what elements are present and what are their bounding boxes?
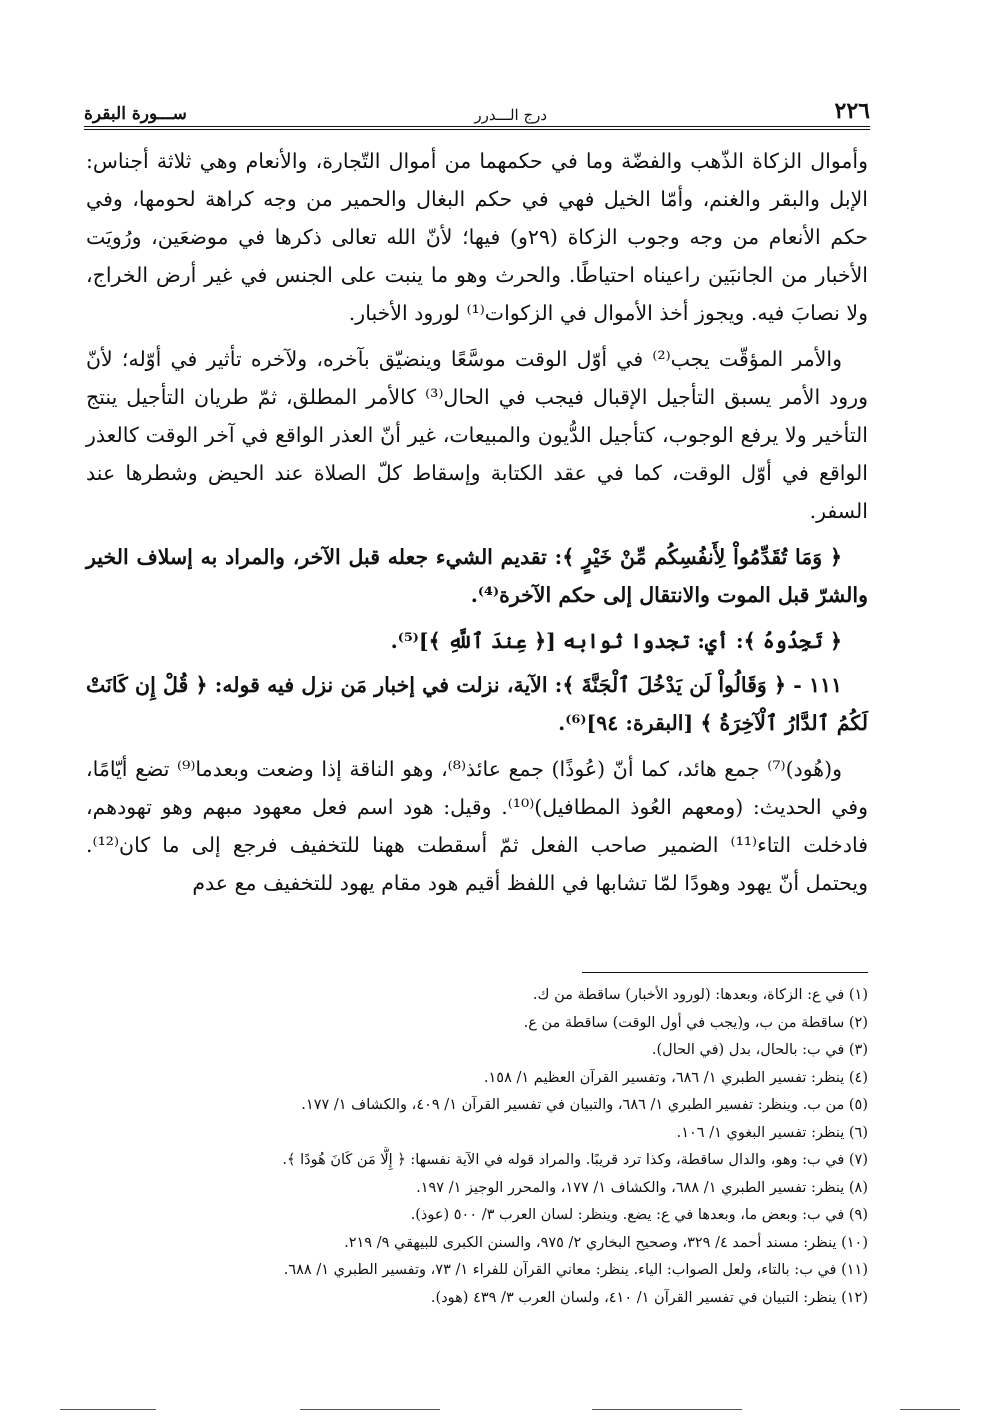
footnote-6: (٦) ينظر: تفسير البغوي ١/ ١٠٦. <box>676 1124 868 1141</box>
book-title: درج الـــدرر <box>474 106 548 124</box>
scan-edge-marks <box>0 1409 996 1413</box>
footnote-2: (٢) ساقطة من ب، و(يجب في أول الوقت) ساقطة من ع. <box>523 1014 868 1031</box>
footnote-9: (٩) في ب: وبعض ما، وبعدها في ع: يضع. وينظر: لسان العرب ٣/ ٥٠٠ (عوذ). <box>410 1207 868 1223</box>
footnote-3: (٣) في ب: بالحال، بدل (في الحال). <box>651 1042 868 1058</box>
footnote-7: (٧) في ب: وهو، والدال ساقطة، وكذا ترد قريبًا. والمراد قوله في الآية نفسها: ﴿ إِلَّا مَن كَانَ هُودًا ﴾. <box>282 1152 868 1168</box>
page-number: ٢٢٦ <box>834 98 870 124</box>
main-text <box>86 142 868 910</box>
footnote-11: (١١) في ب: بالتاء، ولعل الصواب: الياء. ينظر: معاني القرآن للفراء ١/ ٧٣، وتفسير الطبري ١/ ٦٨٨. <box>283 1262 868 1278</box>
footnote-5: (٥) من ب. وينظر: تفسير الطبري ١/ ٦٨٦، والتبيان في تفسير القرآن ١/ ٤٠٩، والكشاف ١/ ١٧٧. <box>301 1097 868 1113</box>
paragraph-hud: و(هُود)⁽⁷⁾ جمع هائد، كما أنّ (عُوذًا) جمع عائذ⁽⁸⁾، وهو الناقة إذا وضعت وبعدما⁽⁹⁾ تضع أيّامًا، وفي الحديث: (ومعهم العُوذ المطافيل)⁽¹⁰⁾. وقيل: هود اسم فعل معهود مبهم وهو تهودهم، فادخلت التاء⁽¹¹⁾ الضمير صاحب الفعل ثمّ أسقطت ههنا للتخفيف فرجع إلى ما كان⁽¹²⁾. ويحتمل أنّ يهود وهودًا لمّا تشابها في اللفظ أقيم هود مقام يهود للتخفيف مع عدم <box>86 757 869 895</box>
footnote-rule <box>582 972 868 973</box>
footnote-10: (١٠) ينظر: مسند أحمد ٤/ ٣٢٩، وصحيح البخاري ٢/ ٩٧٥، والسنن الكبرى للبيهقي ٩/ ٢١٩. <box>344 1234 868 1251</box>
footnote-1: (١) في ع: الزكاة، وبعدها: (لورود الأخبار) ساقطة من ك. <box>532 987 868 1003</box>
paragraph-timed-command: والأمر المؤقّت يجب⁽²⁾ في أوّل الوقت موسَّعًا وينضيّق بآخره، ولآخره تأثير في أوّله؛ لأنّ ورود الأمر يسبق التأجيل الإقبال فيجب في الحال⁽³⁾ كالأمر المطلق، ثمّ طريان التأجيل ينتج التأخير ولا يرفع الوجوب، كتأجيل الدُّيون والمبيعات، غير أنّ العذر الواقع في آخر الوقت كالعذر الواقع في أوّل الوقت، كما في عقد الكتابة وإسقاط كلّ الصلاة عند الحيض وشطرها عند السفر. <box>86 347 868 523</box>
footnote-12: (١٢) ينظر: التبيان في تفسير القرآن ١/ ٤١٠، ولسان العرب ٣/ ٤٣٩ (هود). <box>430 1289 868 1306</box>
paragraph-verse-taqdim: ﴿ وَمَا تُقَدِّمُواْ لِأَنفُسِكُم مِّنْ خَيْرٍ ﴾: تقديم الشيء جعله قبل الآخر، والمراد به إسلاف الخير والشرّ قبل الموت والانتقال إلى حكم الآخرة⁽⁴⁾. <box>86 545 868 607</box>
footnotes <box>120 982 868 1312</box>
running-header <box>84 96 870 124</box>
paragraph-zakat: وأموال الزكاة الذّهب والفضّة وما في حكمهما من أموال التّجارة، والأنعام وهي ثلاثة أجناس: الإبل والبقر والغنم، وأمّا الخيل فهي في حكم البغال والحمير من وجه كراهة لحومها، وفي حكم الأنعام من وجه وجوب الزكاة (٢٩و) فيها؛ لأنّ الله تعالى ذكرها في موضعَين، ورُويَت الأخبار من الجانبَين راعيناه احتياطًا. والحرث وهو ما ينبت على الجنس في غير أرض الخراج، ولا نصابَ فيه. ويجوز أخذ الأموال في الزكوات⁽¹⁾ لورود الأخبار. <box>86 149 868 325</box>
paragraph-verse-tajidu: ﴿ تَجِدُوهُ ﴾: أي: تجدوا ثوابه [﴿ عِندَ ٱللَّهِ ﴾]⁽⁵⁾. <box>390 629 842 653</box>
paragraph-verse-111: ١١١ - ﴿ وَقَالُواْ لَن يَدْخُلَ ٱلْجَنَّةَ ﴾: الآية، نزلت في إخبار مَن نزل فيه قوله: ﴿ قُلْ إِن كَانَتْ لَكُمُ ٱلدَّارُ ٱلْآخِرَةُ ﴾ [البقرة: ٩٤]⁽⁶⁾. <box>86 673 868 735</box>
surah-name: ســـورة البقرة <box>84 104 187 124</box>
footnote-4: (٤) ينظر: تفسير الطبري ١/ ٦٨٦، وتفسير القرآن العظيم ١/ ١٥٨. <box>483 1069 868 1086</box>
footnote-8: (٨) ينظر: تفسير الطبري ١/ ٦٨٨، والكشاف ١/ ١٧٧، والمحرر الوجيز ١/ ١٩٧. <box>416 1179 868 1196</box>
header-rule <box>84 126 870 130</box>
